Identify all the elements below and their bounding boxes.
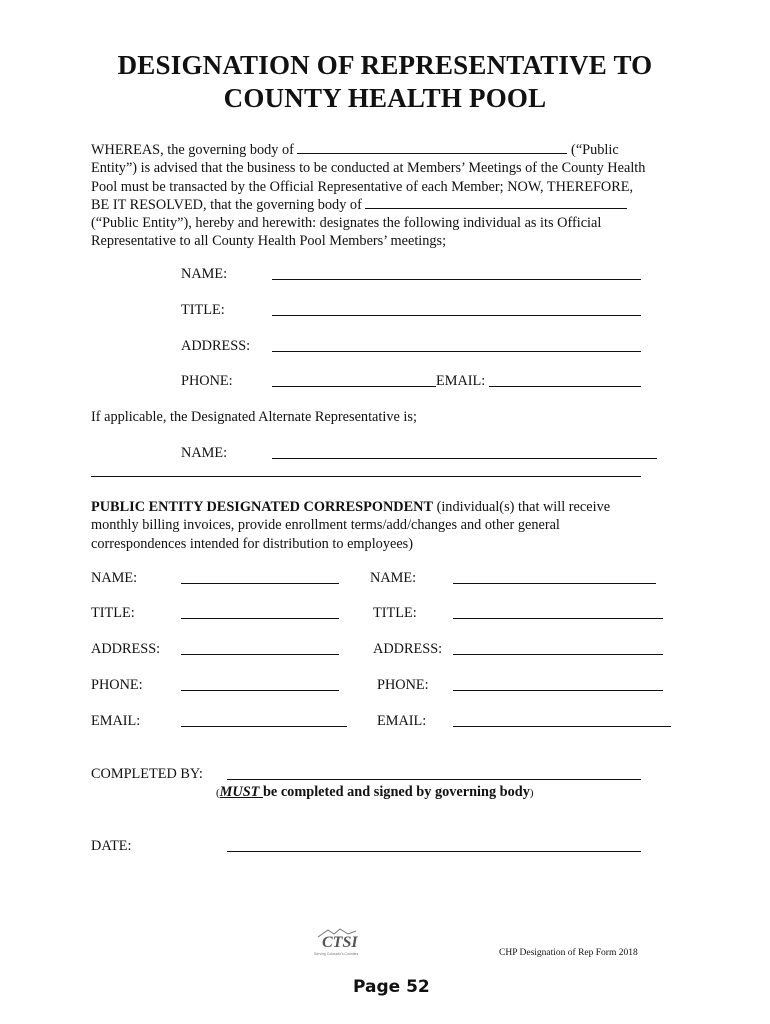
corr-left-name-label: NAME: (91, 570, 138, 586)
corr-right-address-label: ADDRESS: (373, 641, 443, 657)
corr-left-title-label: TITLE: (91, 605, 135, 621)
corr-left-phone-field[interactable] (181, 690, 339, 691)
corr-right-address-field[interactable] (453, 654, 663, 655)
document-title-line1: DESIGNATION OF REPRESENTATIVE TO (117, 50, 653, 80)
correspondent-line-1 (91, 498, 691, 516)
document-title-line2: COUNTY HEALTH POOL (223, 83, 547, 113)
form-identifier: CHP Designation of Rep Form 2018 (499, 948, 638, 958)
ctsi-logo-tagline: Serving Colorado's Counties (314, 952, 359, 956)
alternate-extra-line[interactable] (91, 476, 641, 477)
corr-right-name-label: NAME: (370, 570, 417, 586)
governing-body-blank[interactable] (365, 196, 627, 209)
date-field[interactable] (227, 851, 641, 852)
corr-right-title-label: TITLE: (373, 605, 417, 621)
corr-left-title-field[interactable] (181, 618, 339, 619)
correspondent-desc-1: (individual(s) that will receive (433, 499, 611, 515)
note-close-paren: ) (529, 787, 534, 799)
date-label: DATE: (91, 838, 132, 854)
corr-left-email-field[interactable] (181, 726, 347, 727)
correspondent-paragraph (91, 498, 691, 553)
correspondent-line-2: monthly billing invoices, provide enrollment terms/add/changes and other general (91, 517, 560, 534)
completed-by-note (216, 784, 534, 801)
corr-left-address-field[interactable] (181, 654, 339, 655)
correspondent-line-3: correspondences intended for distribution to employees) (91, 535, 413, 552)
correspondent-heading: PUBLIC ENTITY DESIGNATED CORRESPONDENT (91, 499, 433, 515)
rep-email-field[interactable] (489, 386, 641, 387)
corr-left-name-field[interactable] (181, 583, 339, 584)
whereas-line-1 (91, 141, 691, 159)
whereas-text-start: WHEREAS, the governing body of (91, 142, 298, 158)
whereas-line-2: Entity”) is advised that the business to be conducted at Members’ Meetings of the County Health (91, 160, 646, 177)
public-entity-blank[interactable] (297, 141, 567, 154)
note-open-paren: ( (216, 787, 220, 799)
rep-name-field[interactable] (272, 279, 641, 280)
rep-name-label: NAME: (181, 266, 228, 282)
rep-email-label: EMAIL: (436, 373, 486, 389)
ctsi-logo-text: CTSI (322, 934, 358, 951)
whereas-line-5: (“Public Entity”), hereby and herewith: designates the following individual as its Official (91, 215, 602, 232)
completed-by-label: COMPLETED BY: (91, 766, 203, 782)
rep-phone-label: PHONE: (181, 373, 233, 389)
corr-right-phone-field[interactable] (453, 690, 663, 691)
whereas-paragraph (91, 141, 691, 251)
corr-right-email-field[interactable] (453, 726, 671, 727)
alternate-text: If applicable, the Designated Alternate Representative is; (91, 409, 417, 425)
rep-address-label: ADDRESS: (181, 338, 251, 354)
corr-left-email-label: EMAIL: (91, 713, 141, 729)
note-rest-text: be completed and signed by governing body (262, 784, 530, 800)
corr-right-name-field[interactable] (453, 583, 656, 584)
corr-left-address-label: ADDRESS: (91, 641, 161, 657)
whereas-line-4 (91, 196, 691, 214)
completed-by-field[interactable] (227, 779, 641, 780)
resolved-text: BE IT RESOLVED, that the governing body of (91, 196, 366, 213)
alternate-name-field[interactable] (272, 458, 657, 459)
must-emphasis: MUST (219, 784, 263, 800)
ctsi-logo (310, 928, 366, 958)
corr-left-phone-label: PHONE: (91, 677, 143, 693)
page-number: Page 52 (353, 977, 430, 997)
whereas-line-6: Representative to all County Health Pool Members’ meetings; (91, 233, 447, 250)
alternate-name-label: NAME: (181, 445, 228, 461)
corr-right-email-label: EMAIL: (377, 713, 427, 729)
rep-address-field[interactable] (272, 351, 641, 352)
whereas-text-end: (“Public (567, 142, 619, 158)
corr-right-phone-label: PHONE: (377, 677, 429, 693)
rep-phone-field[interactable] (272, 386, 436, 387)
rep-title-field[interactable] (272, 315, 641, 316)
whereas-line-3: Pool must be transacted by the Official Representative of each Member; NOW, THEREFORE, (91, 178, 634, 195)
corr-right-title-field[interactable] (453, 618, 663, 619)
rep-title-label: TITLE: (181, 302, 225, 318)
